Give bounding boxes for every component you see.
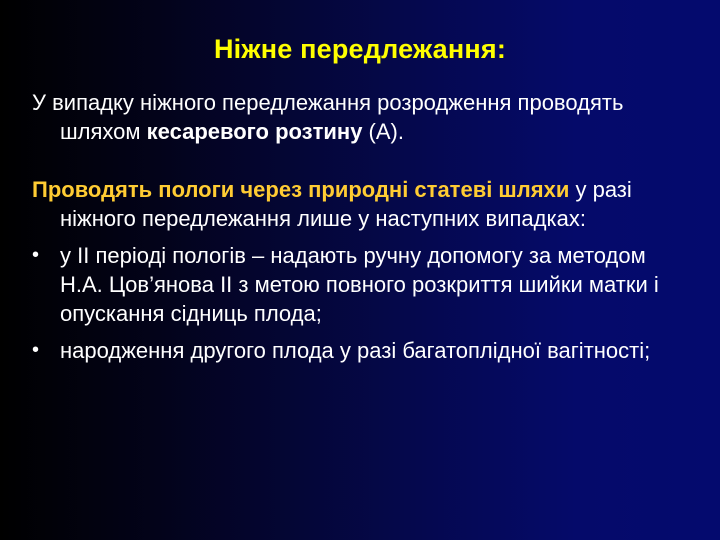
slide-title: Ніжне передлежання:: [213, 34, 507, 64]
emphasis-caesarean: кесаревого розтину: [146, 119, 363, 144]
highlight-natural-birth: Проводять пологи через природні статеві шляхи: [32, 177, 570, 202]
paragraph-tail: (А).: [362, 119, 404, 144]
paragraph-text: у разі ніжного передлежання лише у наступних випадках:: [60, 177, 632, 231]
paragraph-natural-birth: [32, 175, 692, 233]
paragraph-text: У випадку ніжного передлежання розродження проводять шляхом: [32, 90, 624, 144]
bullet-text: у ІІ періоді пологів – надають ручну допомогу за методом Н.А. Цов’янова ІІ з метою повного розкриття шийки матки і опускання сідниць плода;: [60, 243, 659, 326]
bullet-icon: •: [32, 339, 40, 361]
slide-body: [32, 88, 692, 365]
bullet-item: [32, 241, 692, 328]
bullet-icon: •: [32, 244, 40, 266]
paragraph-caesarean: [32, 88, 692, 146]
bullet-text: народження другого плода у разі багатоплідної вагітності;: [60, 338, 651, 363]
bullet-item: [32, 336, 692, 365]
